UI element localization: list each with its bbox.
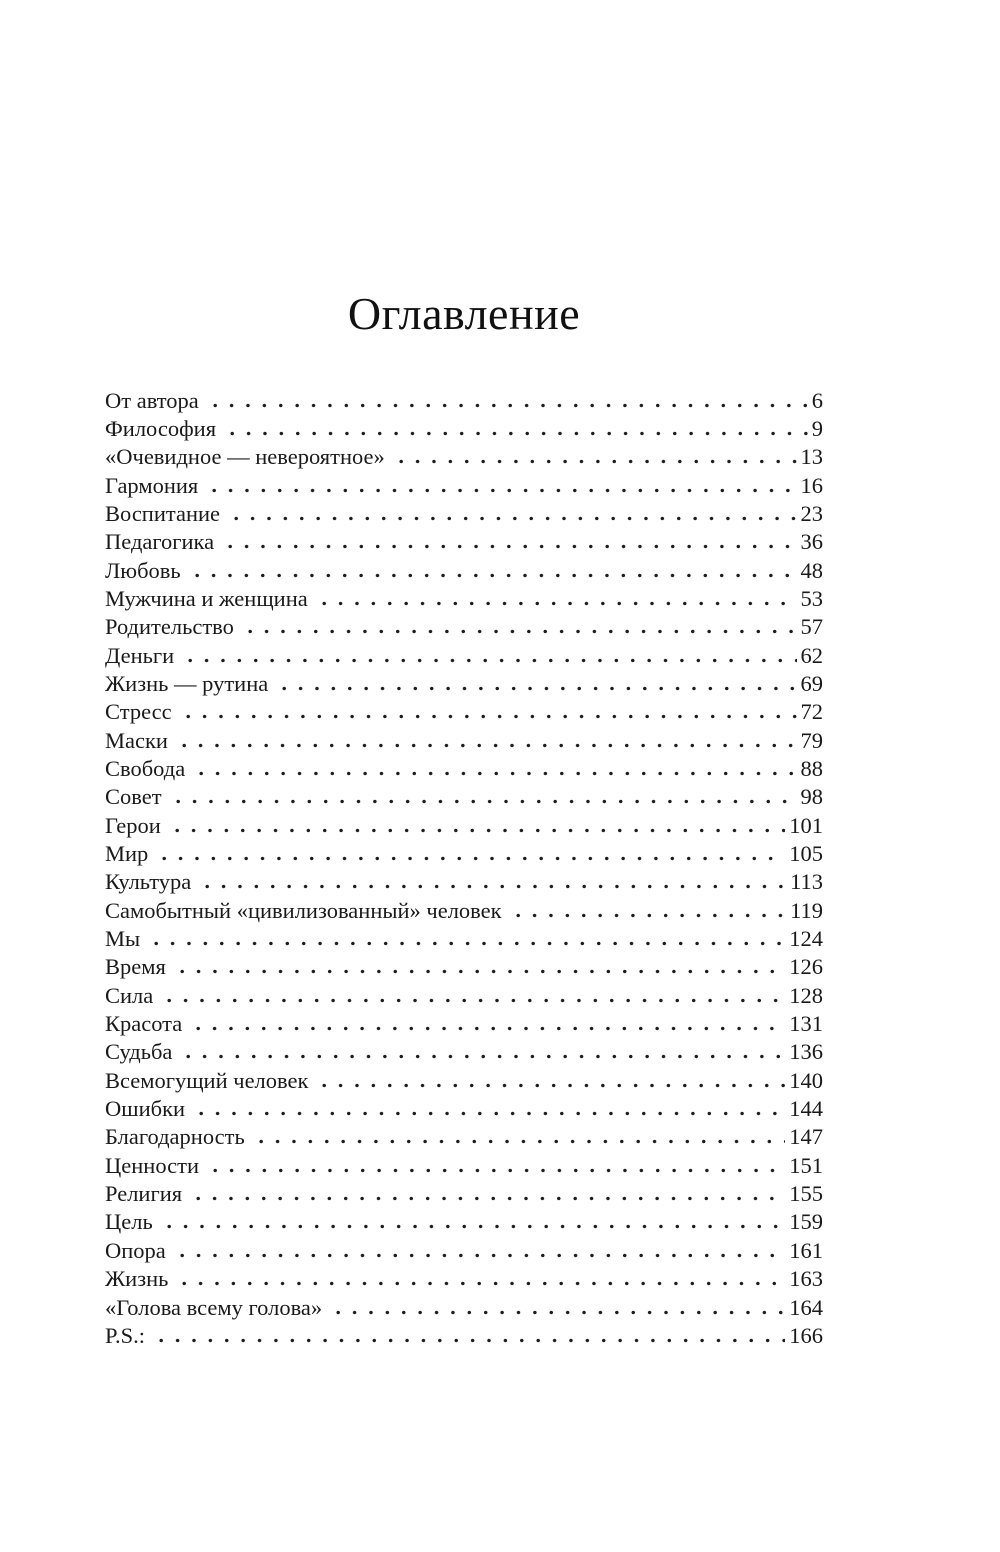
toc-entry-page: 144 — [789, 1096, 823, 1122]
toc-entry — [105, 925, 823, 953]
dot-leader — [314, 1083, 785, 1088]
toc-entry-page: 62 — [800, 642, 823, 668]
toc-entry-label: Жизнь — [105, 1266, 169, 1292]
toc-entry-page: 16 — [800, 472, 823, 498]
toc-entry — [105, 670, 823, 698]
toc-entry-page: 161 — [789, 1237, 823, 1263]
toc-entry — [105, 840, 823, 868]
dot-leader — [180, 658, 796, 663]
dot-leader — [151, 1338, 785, 1343]
toc-entry-label: «Голова всему голова» — [105, 1294, 323, 1320]
toc-content-column — [105, 0, 823, 1350]
toc-entry-page: 79 — [800, 727, 823, 753]
dot-leader — [328, 1310, 785, 1315]
toc-entry — [105, 1152, 823, 1180]
toc-entry — [105, 443, 823, 471]
toc-entry — [105, 1010, 823, 1038]
dot-leader — [174, 743, 797, 748]
dot-leader — [159, 998, 785, 1003]
dot-leader — [220, 544, 796, 549]
toc-entry — [105, 1067, 823, 1095]
dot-leader — [168, 799, 797, 804]
toc-entry-page: 69 — [800, 670, 823, 696]
toc-entry-label: Совет — [105, 784, 162, 810]
toc-entry-page: 166 — [789, 1322, 823, 1348]
dot-leader — [508, 913, 786, 918]
dot-leader — [191, 771, 796, 776]
dot-leader — [240, 629, 797, 634]
toc-entry-page: 23 — [800, 500, 823, 526]
dot-leader — [178, 1054, 785, 1059]
toc-entry-label: «Очевидное — невероятное» — [105, 444, 385, 470]
toc-entry-page: 140 — [789, 1067, 823, 1093]
dot-leader — [274, 686, 796, 691]
toc-entry — [105, 1294, 823, 1322]
dot-leader — [205, 403, 808, 408]
toc-entry-page: 36 — [800, 529, 823, 555]
dot-leader — [154, 856, 785, 861]
toc-entry-page: 164 — [789, 1294, 823, 1320]
page-title: Оглавление — [347, 288, 581, 339]
toc-entry-page: 151 — [789, 1152, 823, 1178]
dot-leader — [188, 1196, 785, 1201]
toc-entry-label: P.S.: — [105, 1322, 146, 1348]
toc-entry-label: Маски — [105, 727, 168, 753]
toc-entry-page: 155 — [789, 1181, 823, 1207]
toc-entry-label: Воспитание — [105, 500, 221, 526]
toc-entry — [105, 1208, 823, 1236]
toc-entry-label: От автора — [105, 387, 199, 413]
toc-entry — [105, 1180, 823, 1208]
toc-entry-label: Самобытный «цивилизованный» человек — [105, 897, 502, 923]
dot-leader — [146, 941, 785, 946]
toc-entry-label: Красота — [105, 1011, 183, 1037]
toc-entry-page: 124 — [789, 926, 823, 952]
toc-entry — [105, 1123, 823, 1151]
toc-entry-page: 128 — [789, 982, 823, 1008]
dot-leader — [222, 431, 808, 436]
dot-leader — [197, 884, 786, 889]
toc-entry — [105, 982, 823, 1010]
dot-leader — [167, 828, 785, 833]
toc-entry-page: 101 — [789, 812, 823, 838]
dot-leader — [159, 1224, 786, 1229]
toc-entry-label: Ценности — [105, 1152, 199, 1178]
dot-leader — [314, 601, 797, 606]
toc-entry — [105, 727, 823, 755]
toc-entry-page: 88 — [800, 755, 823, 781]
dot-leader — [178, 714, 797, 719]
dot-leader — [226, 516, 796, 521]
toc-entry-page: 113 — [790, 869, 823, 895]
toc-entry-label: Мы — [105, 926, 141, 952]
toc-entry-label: Любовь — [105, 557, 181, 583]
toc-entry — [105, 500, 823, 528]
toc-entry — [105, 897, 823, 925]
toc-entry-label: Педагогика — [105, 529, 215, 555]
toc-entry-label: Мир — [105, 841, 149, 867]
toc-entry-page: 163 — [789, 1266, 823, 1292]
toc-entry — [105, 1322, 823, 1350]
toc-entry — [105, 528, 823, 556]
dot-leader — [172, 969, 785, 974]
toc-entry-page: 13 — [800, 444, 823, 470]
toc-entry-label: Сила — [105, 982, 154, 1008]
toc-entry-label: Культура — [105, 869, 192, 895]
toc-entry — [105, 387, 823, 415]
toc-entry — [105, 812, 823, 840]
toc-entry-label: Судьба — [105, 1039, 173, 1065]
toc-entry — [105, 1038, 823, 1066]
toc-entry-label: Время — [105, 954, 166, 980]
toc-entry-page: 136 — [789, 1039, 823, 1065]
toc-entry-label: Опора — [105, 1237, 166, 1263]
dot-leader — [188, 1026, 785, 1031]
toc-entry — [105, 1237, 823, 1265]
toc-entry-label: Гармония — [105, 472, 199, 498]
toc-entry-page: 57 — [800, 614, 823, 640]
toc-entry-label: Стресс — [105, 699, 172, 725]
dot-leader — [191, 1111, 785, 1116]
toc-entry-label: Цель — [105, 1209, 153, 1235]
toc-entry-label: Всемогущий человек — [105, 1067, 309, 1093]
toc-entry — [105, 1265, 823, 1293]
toc-entry — [105, 613, 823, 641]
toc-entry — [105, 698, 823, 726]
toc-entry-page: 53 — [800, 585, 823, 611]
dot-leader — [172, 1253, 785, 1258]
dot-leader — [205, 1168, 785, 1173]
toc-entry-page: 105 — [789, 841, 823, 867]
toc-entry-label: Мужчина и женщина — [105, 585, 308, 611]
toc-entry-page: 131 — [789, 1011, 823, 1037]
toc-entry-label: Благодарность — [105, 1124, 245, 1150]
toc-entry — [105, 415, 823, 443]
toc-entry-label: Ошибки — [105, 1096, 186, 1122]
toc-entry — [105, 557, 823, 585]
dot-leader — [187, 573, 797, 578]
toc-entry-label: Жизнь — рутина — [105, 670, 269, 696]
toc-entry — [105, 755, 823, 783]
dot-leader — [391, 459, 797, 464]
toc-entry-page: 119 — [790, 897, 823, 923]
dot-leader — [251, 1139, 786, 1144]
toc-entry-page: 72 — [800, 699, 823, 725]
toc-entry-page: 6 — [811, 387, 823, 413]
toc-entry — [105, 642, 823, 670]
toc-entry — [105, 472, 823, 500]
toc-entry-page: 9 — [811, 415, 823, 441]
toc-entry-label: Философия — [105, 415, 217, 441]
toc-list — [105, 387, 823, 1351]
toc-entry-page: 48 — [800, 557, 823, 583]
dot-leader — [174, 1281, 785, 1286]
toc-entry-page: 159 — [789, 1209, 823, 1235]
toc-entry-page: 147 — [789, 1124, 823, 1150]
toc-entry-label: Религия — [105, 1181, 183, 1207]
toc-entry-page: 98 — [800, 784, 823, 810]
toc-entry-page: 126 — [789, 954, 823, 980]
toc-entry-label: Свобода — [105, 755, 186, 781]
toc-entry-label: Деньги — [105, 642, 175, 668]
toc-entry-label: Герои — [105, 812, 161, 838]
toc-entry — [105, 585, 823, 613]
toc-entry — [105, 783, 823, 811]
toc-entry — [105, 1095, 823, 1123]
toc-entry — [105, 953, 823, 981]
dot-leader — [204, 488, 796, 493]
toc-entry-label: Родительство — [105, 614, 234, 640]
toc-entry — [105, 868, 823, 896]
